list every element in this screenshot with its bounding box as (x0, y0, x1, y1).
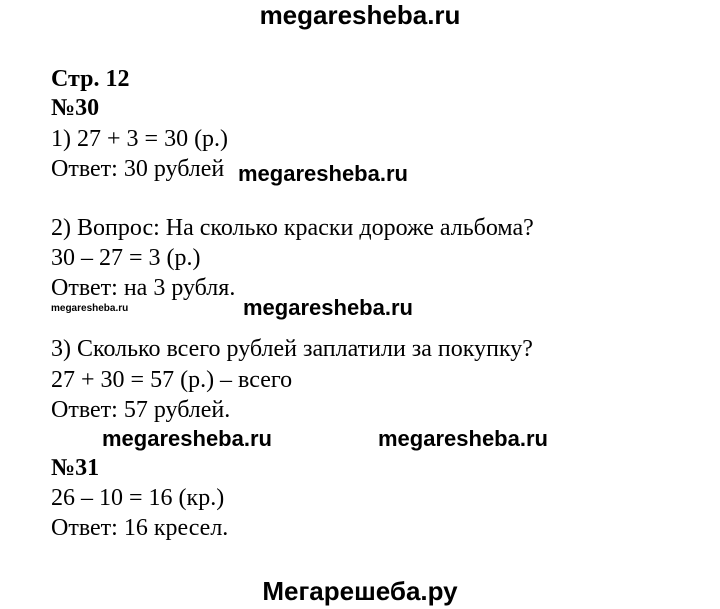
watermark-mid-1: megaresheba.ru (238, 161, 408, 186)
task-31-answer: Ответ: 16 кресел. (51, 515, 229, 541)
task-30-question-2: 2) Вопрос: На сколько краски дороже альбома? (51, 215, 534, 241)
watermark-bottom: Мегарешеба.ру (262, 576, 458, 606)
task-31-number: №31 (51, 455, 100, 481)
watermark-top: megaresheba.ru (259, 0, 461, 30)
task-30-answer-2: Ответ: на 3 рубля. (51, 275, 236, 301)
task-30-question-3: 3) Сколько всего рублей заплатили за покупку? (51, 336, 533, 362)
watermark-tiny: megaresheba.ru (51, 303, 129, 314)
page-label: Стр. 12 (51, 66, 130, 92)
task-30-step-1: 1) 27 + 3 = 30 (р.) (51, 126, 229, 152)
task-30-answer-3: Ответ: 57 рублей. (51, 397, 231, 423)
watermark-mid-2: megaresheba.ru (243, 295, 413, 320)
watermark-mid-3: megaresheba.ru (102, 426, 272, 451)
task-30-number: №30 (51, 95, 100, 121)
task-30-step-2: 30 – 27 = 3 (р.) (51, 245, 201, 271)
task-30-answer-1: Ответ: 30 рублей (51, 156, 225, 182)
task-30-step-3: 27 + 30 = 57 (р.) – всего (51, 367, 293, 393)
task-31-step: 26 – 10 = 16 (кр.) (51, 485, 225, 511)
watermark-mid-4: megaresheba.ru (378, 426, 548, 451)
